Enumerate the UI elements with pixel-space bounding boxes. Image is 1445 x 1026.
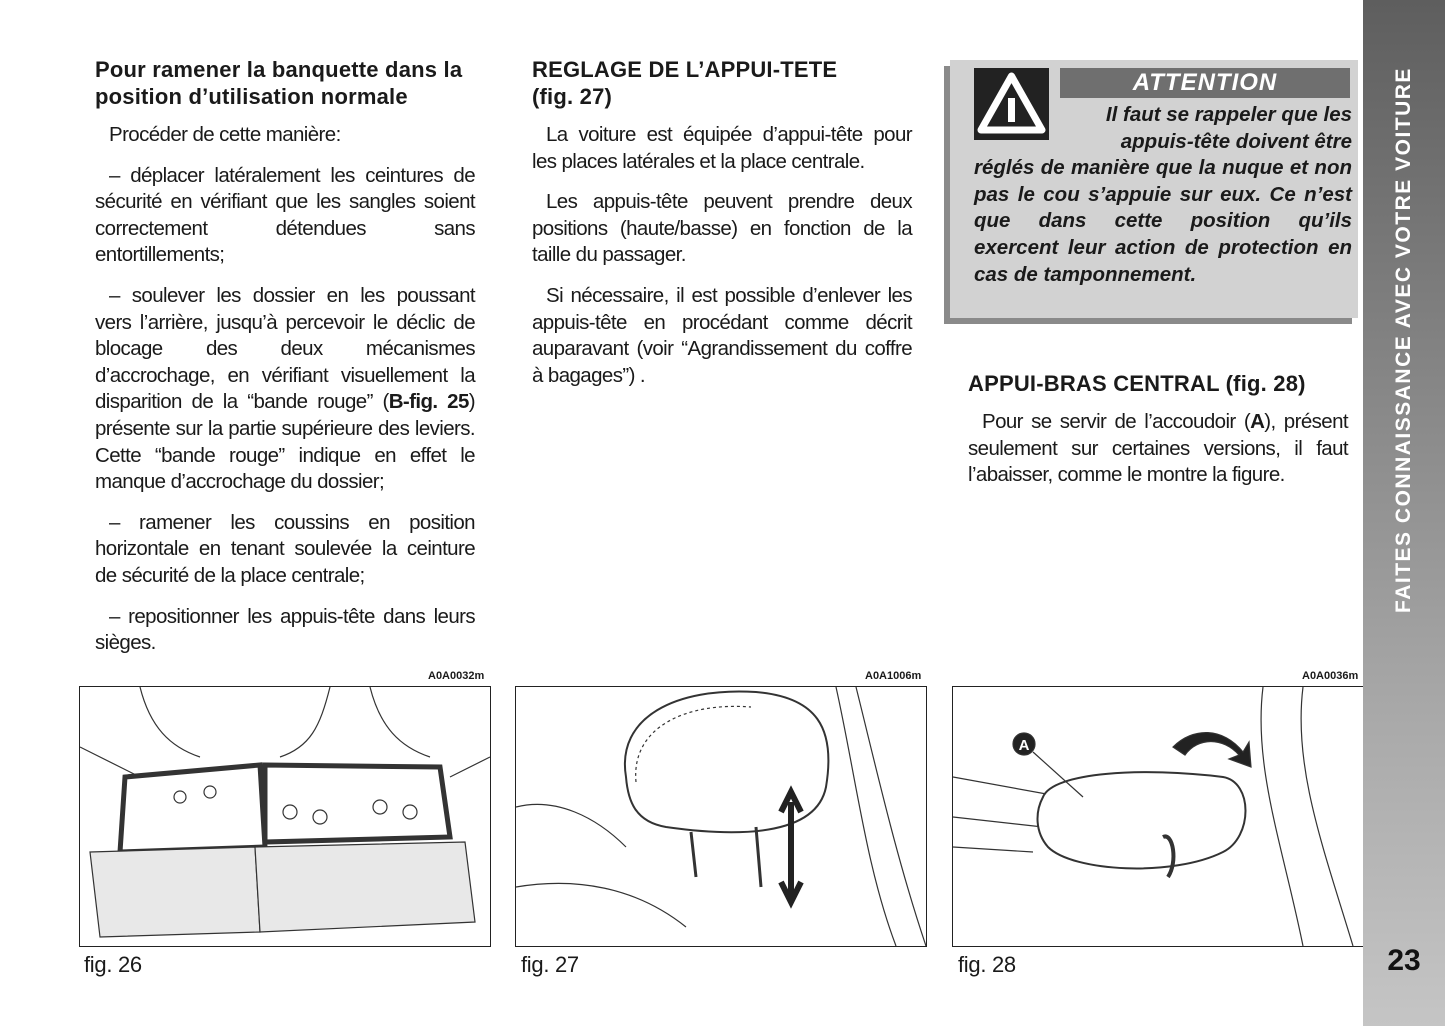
figure-27-illustration (515, 686, 927, 947)
heading-fig-ref: (fig. 27) (532, 84, 613, 109)
figure-reference: B-fig. 25 (388, 390, 469, 414)
paragraph: – ramener les coussins en position horizontale en tenant soulevée la ceinture de sécurité de la place centrale; (95, 510, 475, 587)
section-heading: Pour ramener la banquette dans la position d’utilisation normale (95, 57, 463, 109)
paragraph (95, 283, 475, 496)
figure-28-illustration (952, 686, 1364, 947)
paragraph: La voiture est équipée d’appui-tête pour les places latérales et la place centrale. (532, 123, 912, 173)
paragraph: – repositionner les appuis-tête dans leurs sièges. (95, 604, 475, 655)
paragraph: Les appuis-tête peuvent prendre deux positions (haute/basse) en fonction de la taille du passager. (532, 190, 912, 267)
text: ) présente sur la partie supérieure des leviers. Cette “bande rouge” indique en effet le manque d’accrochage du dossier; (95, 390, 475, 494)
paragraph (968, 409, 1348, 489)
column-2 (532, 56, 912, 403)
text: Pour se servir de l’accoudoir ( (982, 410, 1251, 433)
attention-text (974, 102, 1352, 288)
figure-26-illustration (79, 686, 491, 947)
attention-rest: réglés de manière que la nuque et non pas le cou s’appuie sur eux. Ce n’est que dans cette position qu’ils exercent leur action de protection en cas de tamponnement. (974, 156, 1352, 286)
figure-code: A0A1006m (865, 670, 922, 682)
figure-caption: fig. 28 (958, 952, 1016, 977)
text: ), présent seulement sur certaines versions, il faut l’abaisser, comme le montre la figure. (968, 410, 1348, 487)
figure-code: A0A0032m (428, 670, 485, 682)
figure-caption: fig. 27 (521, 952, 579, 977)
section-heading (968, 370, 1348, 397)
text: – soulever les dossier en les poussant vers l’arrière, jusqu’à percevoir le déclic de blocage des deux mécanismes d’accrochage, en vérifiant visuellement la disparition de la “bande rouge” ( (95, 283, 475, 414)
label-reference: A (1250, 410, 1265, 433)
paragraph: Procéder de cette manière: (109, 123, 341, 146)
heading-text: REGLAGE DE L’APPUI-TETE (532, 57, 838, 82)
heading-fig-ref: (fig. 28) (1225, 371, 1306, 396)
attention-title: ATTENTION (1060, 68, 1350, 98)
page-number: 23 (1387, 944, 1421, 977)
paragraph: – déplacer latéralement les ceintures de sécurité en vérifiant que les sangles soient correctement détendues sans entortillements; (95, 163, 475, 267)
attention-box (950, 60, 1358, 318)
column-1 (95, 56, 475, 671)
side-tab-title: FAITES CONNAISSANCE AVEC VOTRE VOITURE (1392, 67, 1415, 613)
paragraph: Si nécessaire, il est possible d’enlever les appuis-tête en procédant comme décrit auparavant (voir “Agrandissement du coffre à bagages”) . (532, 283, 912, 387)
heading-text: APPUI-BRAS CENTRAL (968, 371, 1220, 396)
attention-line1: Il faut se rappeler que les appuis-tête doivent être (1105, 103, 1352, 153)
section-heading (532, 56, 912, 110)
figure-code: A0A0036m (1302, 670, 1359, 682)
figure-callout-A: A (1018, 737, 1030, 754)
figure-caption: fig. 26 (84, 952, 142, 977)
column-3 (968, 370, 1348, 503)
